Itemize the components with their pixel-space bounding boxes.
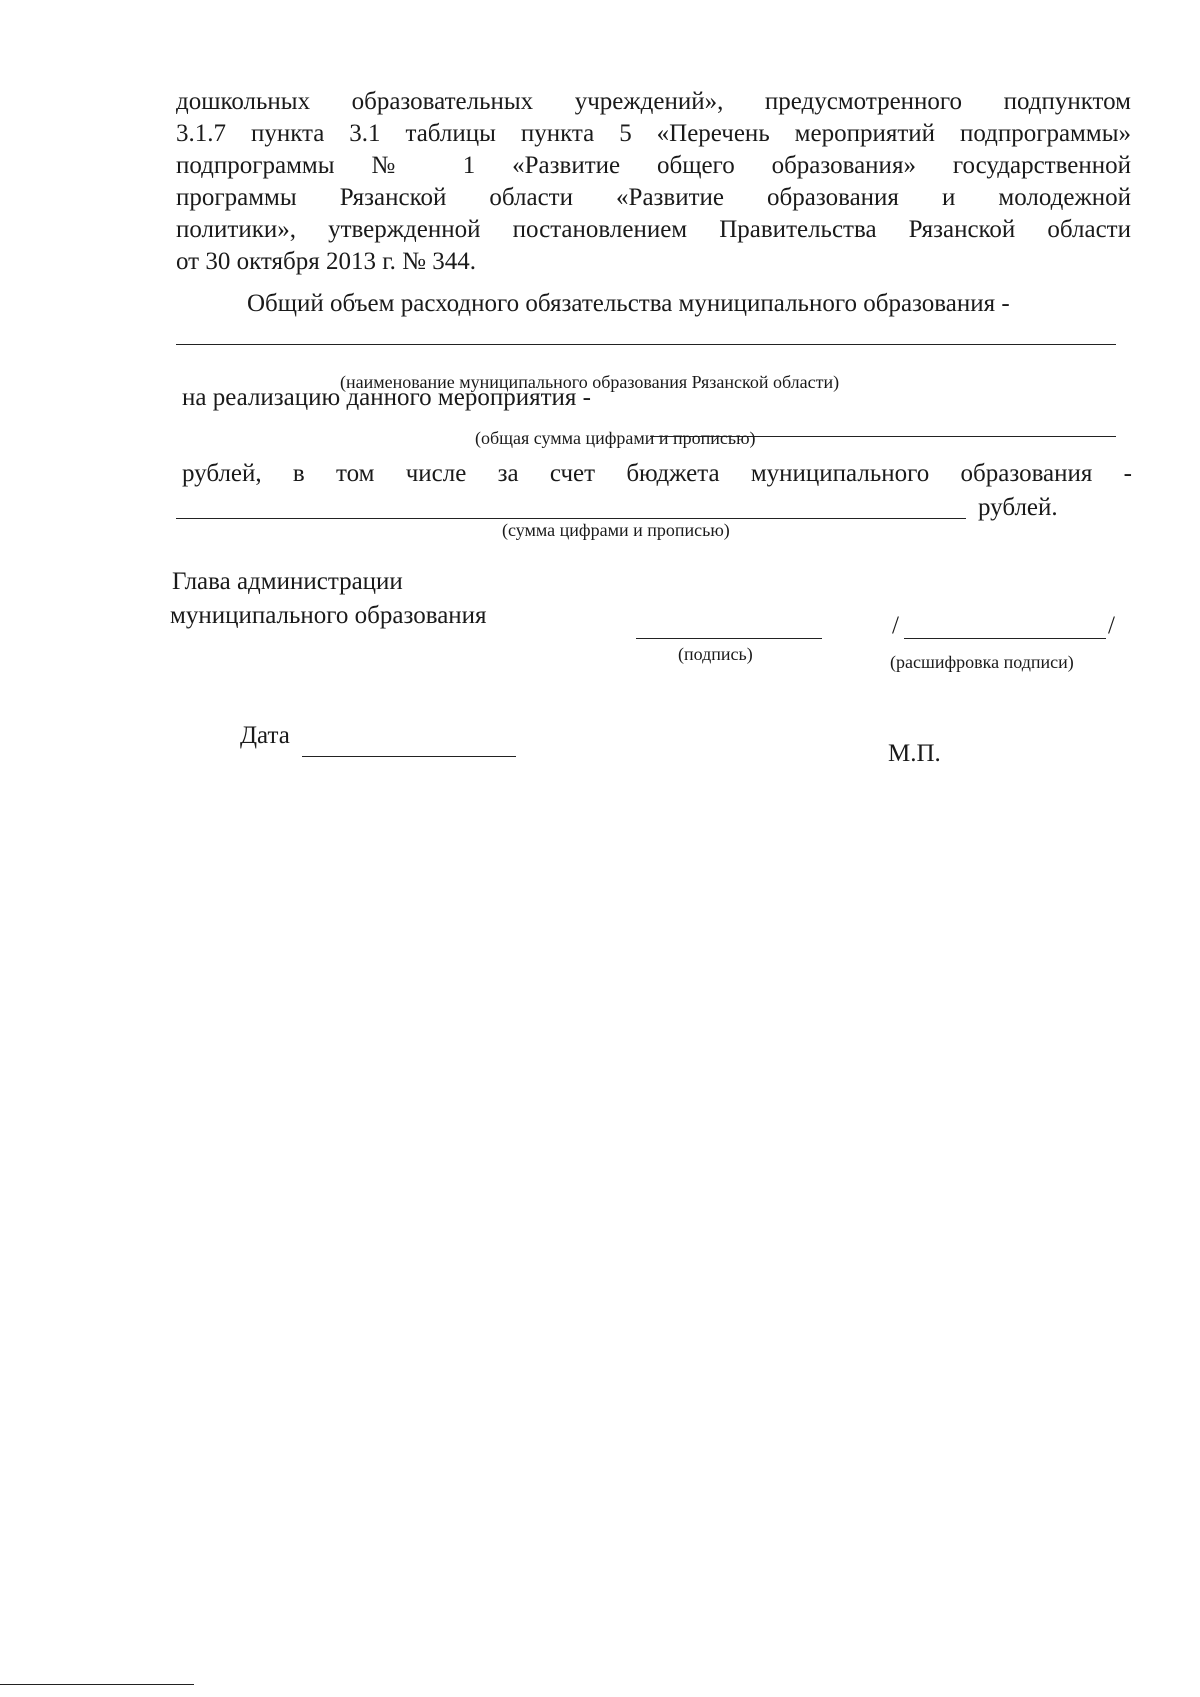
paragraph-1-line-2: 3.1.7 пункта 3.1 таблицы пункта 5 «Перечень мероприятий подпрограммы»: [176, 120, 1131, 147]
municipality-name-blank: [176, 344, 1116, 345]
paragraph-1-line-3: подпрограммы № 1 «Развитие общего образования» государственной: [176, 152, 1131, 179]
budget-sum-blank: [176, 518, 966, 519]
head-title-line-2: муниципального образования: [170, 602, 487, 629]
paragraph-1-line-5: политики», утвержденной постановлением Правительства Рязанской области: [176, 216, 1131, 243]
paragraph-1-line-1: дошкольных образовательных учреждений», предусмотренного подпунктом: [176, 88, 1131, 115]
head-title-line-1: Глава администрации: [172, 568, 403, 595]
rubles-end-text: рублей.: [978, 494, 1058, 521]
decoding-slash-right: /: [1108, 612, 1115, 639]
decoding-blank: [904, 638, 1106, 639]
budget-sum-caption: (сумма цифрами и прописью): [502, 520, 730, 540]
seal-label: М.П.: [888, 740, 941, 767]
decoding-slash-left: /: [892, 612, 899, 639]
paragraph-1-line-4: программы Рязанской области «Развитие образования и молодежной: [176, 184, 1131, 211]
total-sum-caption: (общая сумма цифрами и прописью): [475, 428, 756, 448]
date-label: Дата: [240, 722, 290, 749]
signature-caption: (подпись): [678, 644, 753, 664]
implementation-text: на реализацию данного мероприятия -: [182, 384, 591, 411]
total-obligation-text: Общий объем расходного обязательства муниципального образования -: [247, 290, 1010, 317]
signature-blank: [636, 638, 822, 639]
budget-share-text: рублей, в том числе за счет бюджета муниципального образования -: [182, 460, 1132, 487]
footnote-separator: [0, 1684, 194, 1685]
decoding-caption: (расшифровка подписи): [890, 652, 1074, 672]
municipality-name-caption: (наименование муниципального образования Рязанской области): [340, 372, 840, 392]
date-blank: [302, 756, 516, 757]
paragraph-1-line-6: от 30 октября 2013 г. № 344.: [176, 248, 477, 275]
